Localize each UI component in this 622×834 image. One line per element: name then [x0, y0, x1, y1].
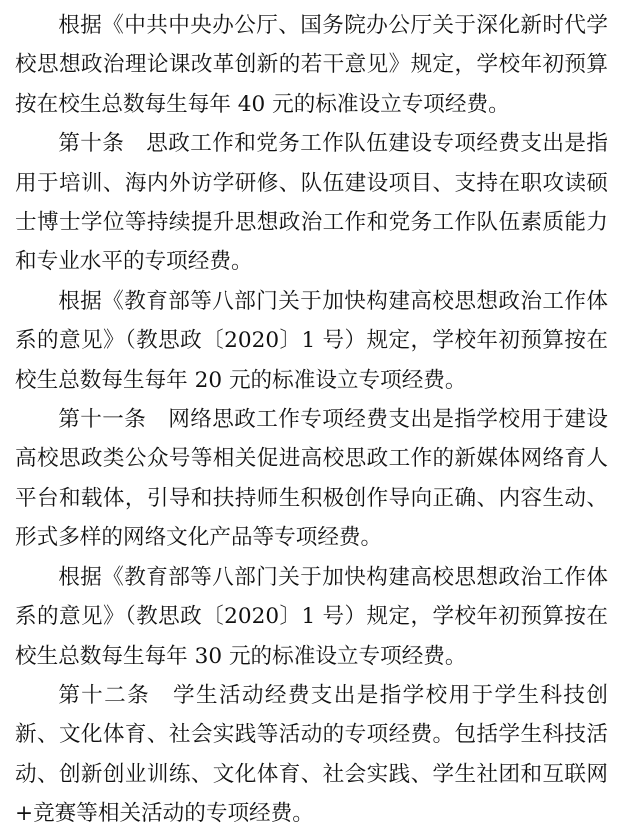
article-11-paragraph: 第十一条 网络思政工作专项经费支出是指学校用于建设高校思政类公众号等相关促进高校思政工作的新媒体网络育人平台和载体，引导和扶持师生积极创作导向正确、内容生动、形式多样的网络文化产品等专项经费。: [15, 407, 608, 551]
paragraph-funding-basis-3: 根据《教育部等八部门关于加快构建高校思想政治工作体系的意见》（教思政〔2020〕1 号）规定，学校年初预算按在校生总数每生每年 30 元的标准设立专项经费。: [15, 564, 608, 669]
paragraph-funding-basis-2: 根据《教育部等八部门关于加快构建高校思想政治工作体系的意见》（教思政〔2020〕1 号）规定，学校年初预算按在校生总数每生每年 20 元的标准设立专项经费。: [15, 288, 608, 393]
paragraph-funding-basis-1: 根据《中共中央办公厅、国务院办公厅关于深化新时代学校思想政治理论课改革创新的若干意见》规定，学校年初预算按在校生总数每生每年 40 元的标准设立专项经费。: [15, 13, 608, 117]
article-12-paragraph: 第十二条 学生活动经费支出是指学校用于学生科技创新、文化体育、社会实践等活动的专项经费。包括学生科技活动、创新创业训练、文化体育、社会实践、学生社团和互联网+竞赛等相关活动的专项经费。: [15, 682, 608, 827]
article-10-paragraph: 第十条 思政工作和党务工作队伍建设专项经费支出是指用于培训、海内外访学研修、队伍建设项目、支持在职攻读硕士博士学位等持续提升思想政治工作和党务工作队伍素质能力和专业水平的专项经费。: [15, 131, 608, 275]
